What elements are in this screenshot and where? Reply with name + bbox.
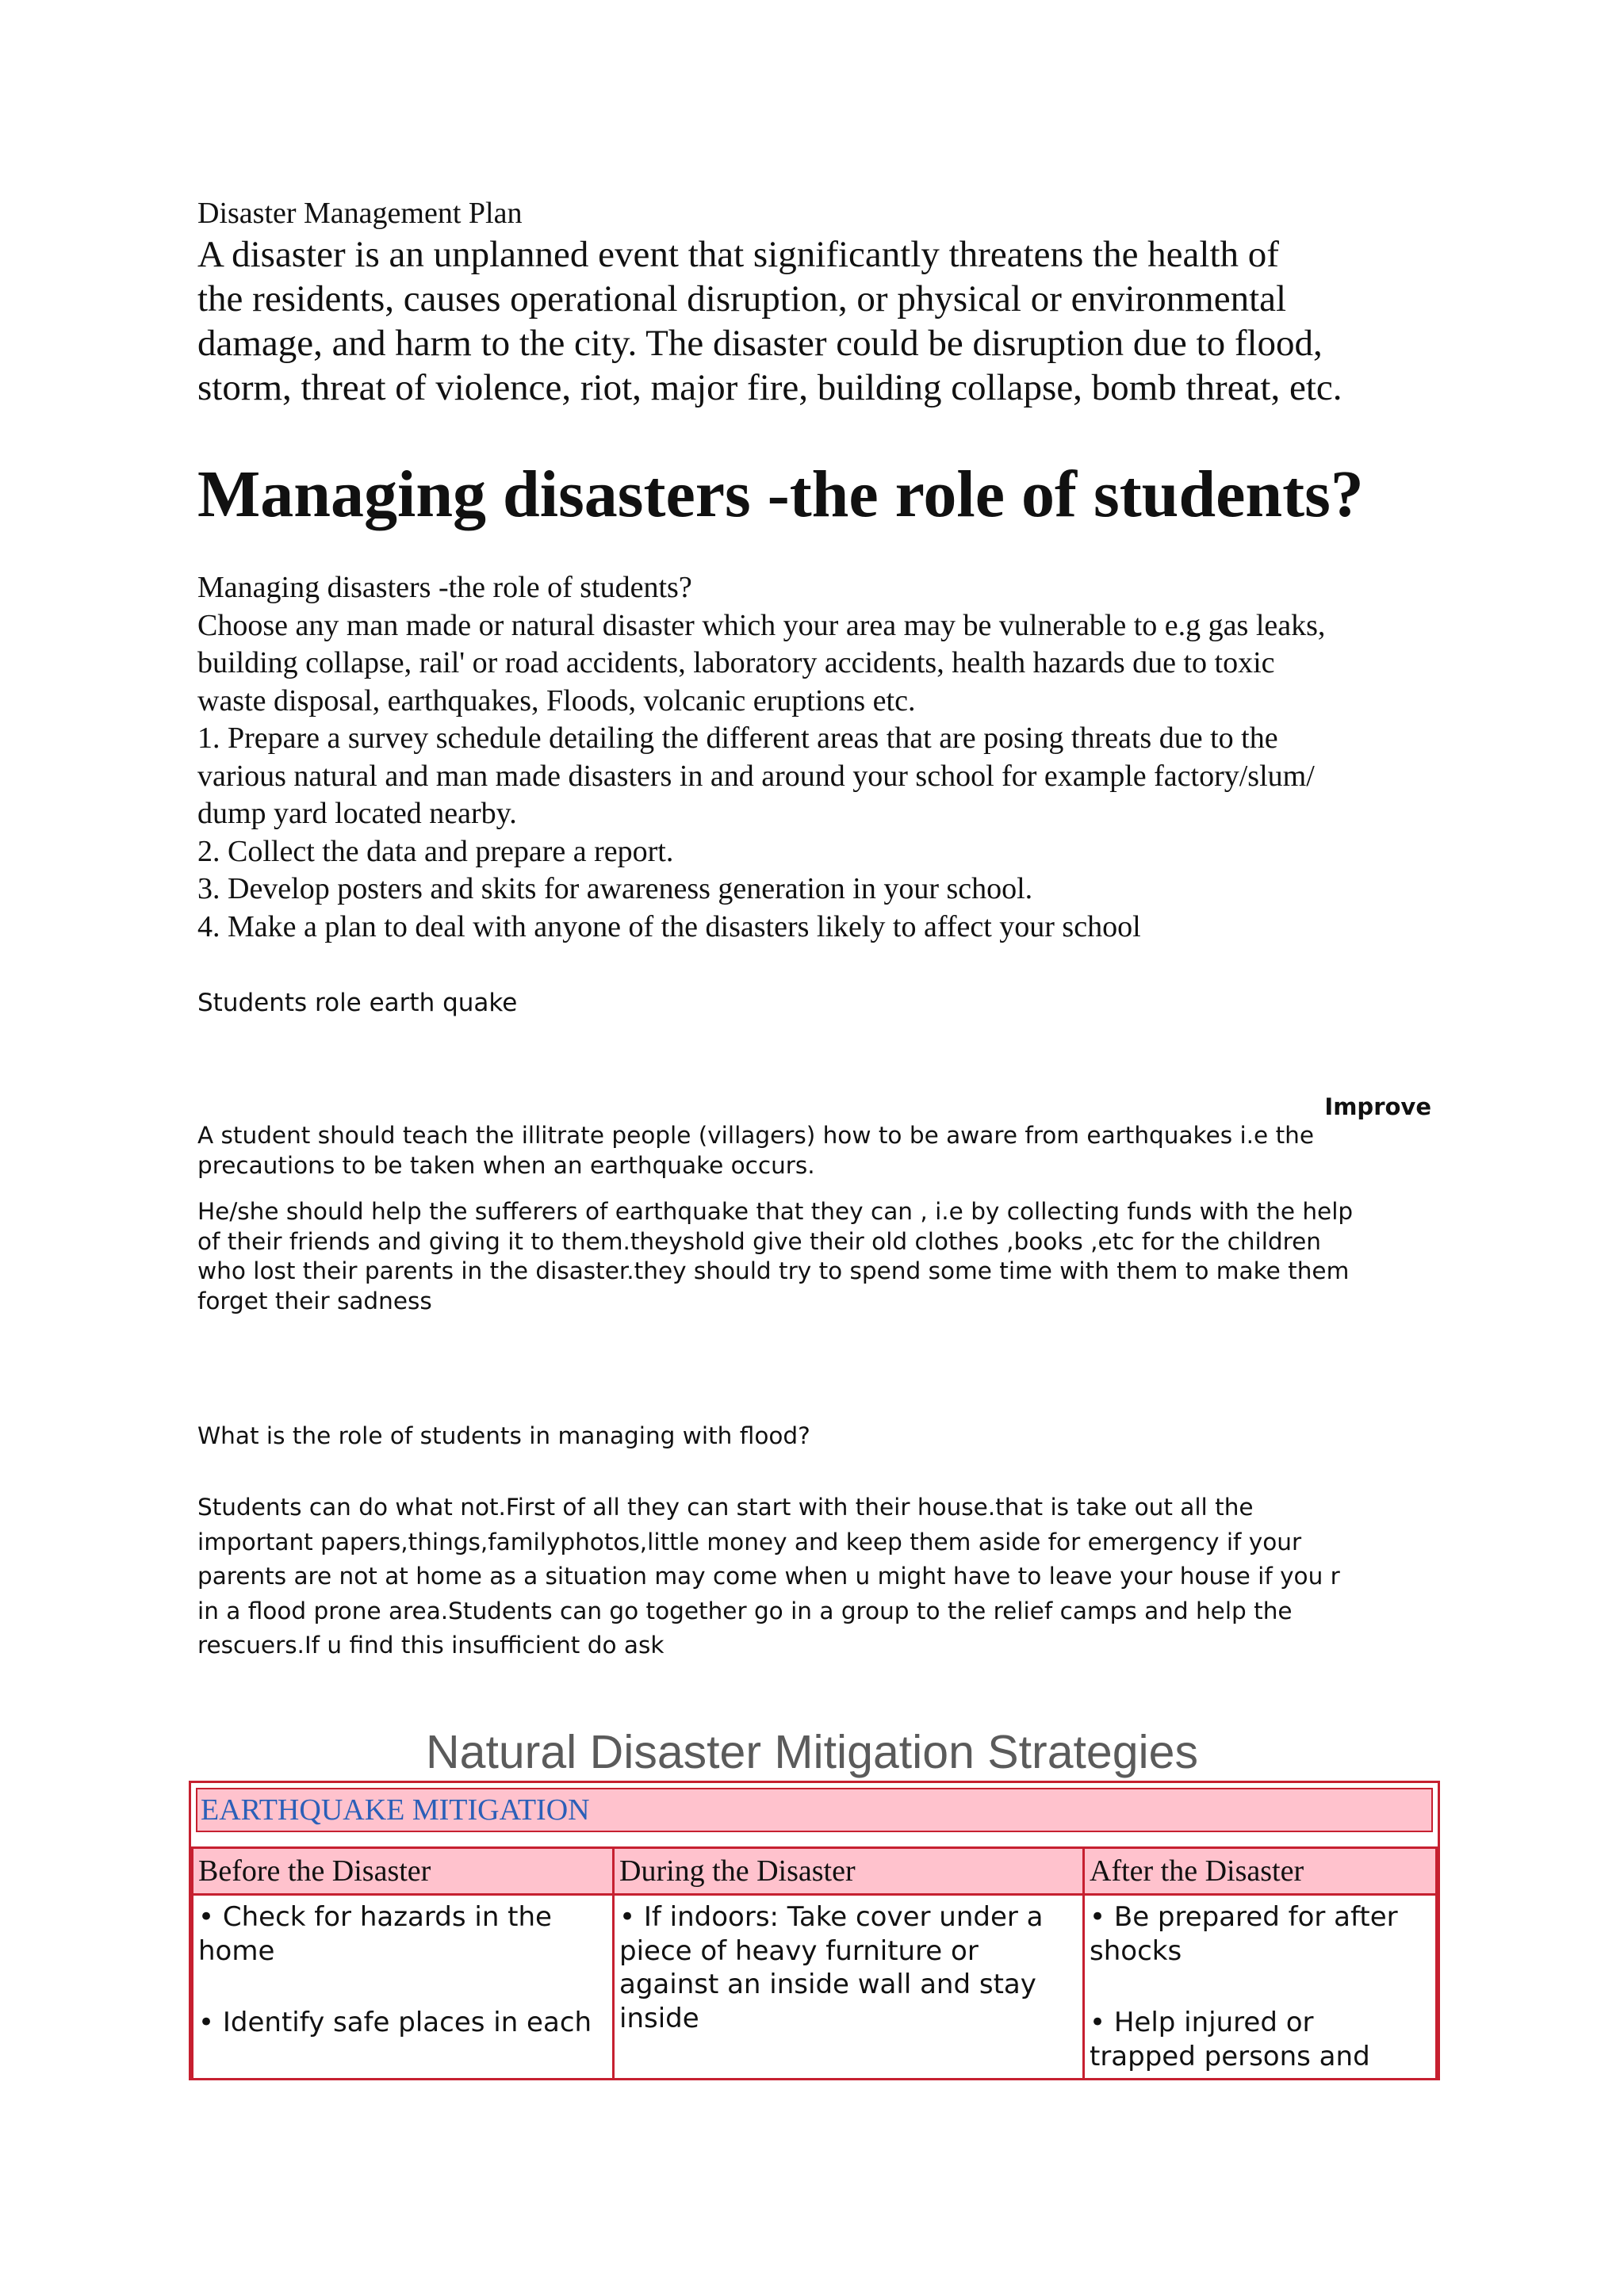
- document-title: Disaster Management Plan: [197, 197, 523, 230]
- body-line: waste disposal, earthquakes, Floods, volcanic eruptions etc.: [197, 683, 916, 718]
- body-line: Managing disasters -the role of students?: [197, 571, 692, 604]
- column-header-during: During the Disaster: [612, 1846, 1085, 1896]
- flood-answer: [197, 1490, 1482, 1663]
- body-paragraph: [197, 569, 1482, 946]
- during-cell: [612, 1896, 1085, 2080]
- intro-line: A disaster is an unplanned event that significantly threatens the health of: [197, 234, 1279, 275]
- earthquake-mitigation-header: EARTHQUAKE MITIGATION: [196, 1788, 1433, 1832]
- cell-line: • If indoors: Take cover under a: [619, 1901, 1044, 1933]
- column-header-after: After the Disaster: [1082, 1846, 1438, 1896]
- body-line: 3. Develop posters and skits for awareness generation in your school.: [197, 872, 1033, 905]
- body-line: building collapse, rail' or road accidents, laboratory accidents, health hazards due to toxic: [197, 646, 1275, 679]
- flood-question: What is the role of students in managing with flood?: [197, 1422, 810, 1449]
- paragraph-line: of their friends and giving it to them.theyshold give their old clothes ,books ,etc for the children: [197, 1227, 1321, 1255]
- intro-line: the residents, causes operational disruption, or physical or environmental: [197, 278, 1287, 320]
- body-line: 1. Prepare a survey schedule detailing the different areas that are posing threats due to the: [197, 721, 1278, 755]
- paragraph-line: who lost their parents in the disaster.they should try to spend some time with them to make them: [197, 1257, 1350, 1284]
- column-header-before: Before the Disaster: [191, 1846, 615, 1896]
- mitigation-table: [189, 1781, 1440, 2080]
- paragraph-line: precautions to be taken when an earthquake occurs.: [197, 1151, 815, 1179]
- body-line: various natural and man made disasters in and around your school for example factory/slum/: [197, 759, 1315, 793]
- earthquake-heading: Students role earth quake: [197, 989, 518, 1017]
- spacer: [1090, 1968, 1431, 2006]
- body-line: Choose any man made or natural disaster which your area may be vulnerable to e.g gas leaks,: [197, 608, 1326, 642]
- body-line: 4. Make a plan to deal with anyone of the disasters likely to affect your school: [197, 909, 1141, 943]
- body-line: 2. Collect the data and prepare a report.: [197, 834, 674, 868]
- cell-line: shocks: [1090, 1934, 1182, 1967]
- intro-line: storm, threat of violence, riot, major fire, building collapse, bomb threat, etc.: [197, 367, 1342, 408]
- paragraph-line: rescuers.If u find this insufficient do ask: [197, 1632, 665, 1659]
- after-cell: [1082, 1896, 1438, 2080]
- earthquake-paragraph-1: [197, 1121, 1474, 1181]
- mitigation-table-title: Natural Disaster Mitigation Strategies: [426, 1726, 1198, 1778]
- earthquake-paragraph-2: [197, 1197, 1474, 1316]
- cell-line: inside: [619, 2002, 699, 2034]
- paragraph-line: parents are not at home as a situation may come when u might have to leave your house if you r: [197, 1563, 1340, 1590]
- cell-line: home: [198, 1934, 275, 1967]
- cell-line: trapped persons and: [1090, 2040, 1370, 2072]
- cell-line: • Be prepared for after: [1090, 1901, 1398, 1933]
- paragraph-line: Students can do what not.First of all they can start with their house.that is take out all the: [197, 1494, 1254, 1521]
- cell-line: piece of heavy furniture or: [619, 1934, 979, 1967]
- improve-link[interactable]: Improve: [1324, 1093, 1431, 1120]
- intro-paragraph: [197, 232, 1434, 410]
- body-line: dump yard located nearby.: [197, 797, 517, 830]
- paragraph-line: in a flood prone area.Students can go together go in a group to the relief camps and help the: [197, 1597, 1293, 1624]
- paragraph-line: forget their sadness: [197, 1287, 432, 1314]
- main-heading: Managing disasters -the role of students?: [197, 457, 1364, 531]
- paragraph-line: important papers,things,familyphotos,little money and keep them aside for emergency if your: [197, 1528, 1302, 1556]
- intro-line: damage, and harm to the city. The disaster could be disruption due to flood,: [197, 323, 1323, 364]
- cell-line: • Help injured or: [1090, 2007, 1314, 2038]
- paragraph-line: A student should teach the illitrate people (villagers) how to be aware from earthquakes i.e the: [197, 1122, 1314, 1149]
- cell-line: • Check for hazards in the: [198, 1901, 552, 1933]
- before-cell: [191, 1896, 615, 2080]
- paragraph-line: He/she should help the sufferers of earthquake that they can , i.e by collecting funds with the help: [197, 1198, 1354, 1225]
- cell-line: against an inside wall and stay: [619, 1969, 1036, 2000]
- cell-line: • Identify safe places in each: [198, 2007, 592, 2038]
- spacer: [198, 1968, 607, 2006]
